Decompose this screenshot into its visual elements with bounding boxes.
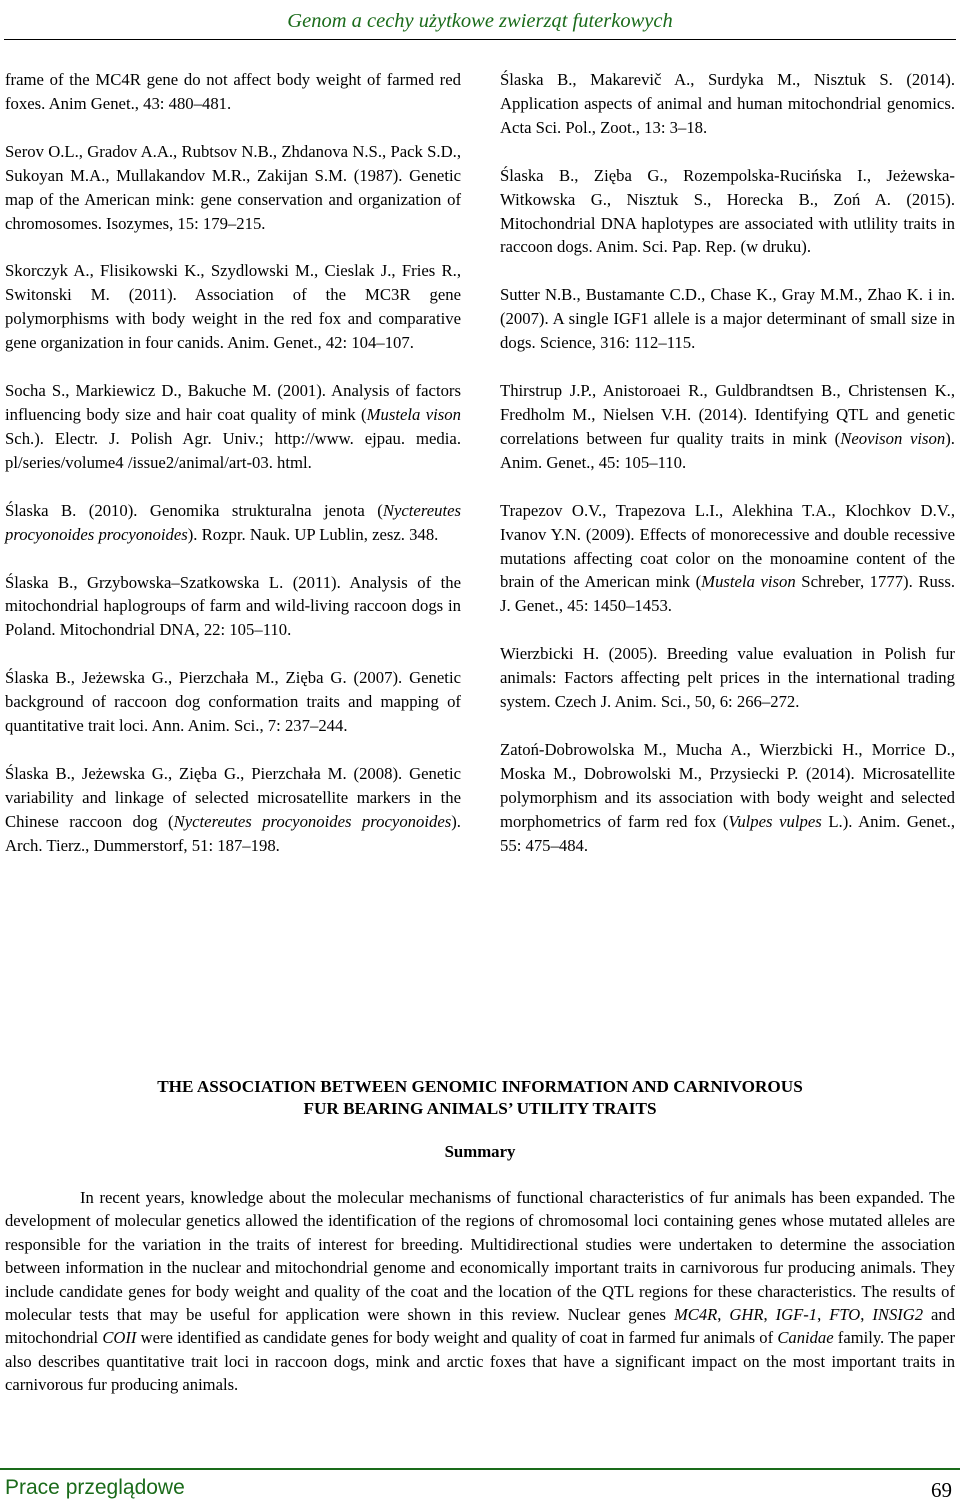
summary-title-line-1: THE ASSOCIATION BETWEEN GENOMIC INFORMATION AND CARNIVOROUS (157, 1077, 803, 1096)
italic-term: GHR (729, 1305, 764, 1325)
italic-term: IGF-1 (775, 1305, 818, 1325)
text-run: ). Rozpr. Nauk. UP Lublin, zesz. 348. (187, 524, 439, 544)
italic-term: Mustela vison (366, 404, 461, 424)
footer-section-label: Prace przeglądowe (5, 1476, 185, 1499)
italic-term: INSIG2 (872, 1305, 924, 1325)
running-header: Genom a cechy użytkowe zwierząt futerkowych (287, 10, 673, 32)
reference-entry (500, 164, 955, 260)
italic-term: Nyctereutes procyonoides procyonoides (173, 811, 452, 831)
references-right-column (500, 68, 955, 857)
text-run: Sutter N.B., Bustamante C.D., Chase K., Gray M.M., Zhao K. i in. (2007). A single IGF1 allele is a major determinant of small size in dogs. Science, 316: 112–115. (500, 285, 955, 353)
text-run: In recent years, knowledge about the molecular mechanisms of functional characteristics of fur animals has been expanded. The development of molecular genetics allowed the identification of the regions of chromosomal loci containing genes whose mutated alleles are responsible for the variation in the traits of interest for breeding. Multidirectional studies were undertaken to determine the association between information in the nuclear and mitochondrial genome and economically important traits in carnivorous fur producing animals. They include candidate genes for body weight and quality of the coat and the location of the QTL regions for these characteristics. The results of molecular tests that may be useful for application were shown in this review. Nuclear genes (5, 1188, 955, 1325)
text-run: were identified as candidate genes for body weight and quality of coat in farmed fur animals of (136, 1328, 778, 1348)
text-run: and mitochondrial (5, 1305, 955, 1348)
english-summary-title (0, 1076, 960, 1120)
italic-term: COII (102, 1328, 137, 1348)
text-run: Sch.). Electr. J. Polish Agr. Univ.; http://www. ejpau. media. pl/series/volume4 /issue2/animal/art-03. html. (5, 428, 461, 472)
text-run: Serov O.L., Gradov A.A., Rubtsov N.B., Zhdanova N.S., Pack S.D., Sukoyan M.A., Mullakandov M.R., Zakijan S.M. (1987). Genetic map of the American mink: gene conservation and organization of chromosomes. Isozymes, 15: 179–215. (5, 141, 461, 233)
text-run: L.). Anim. Genet., 55: 475–484. (500, 811, 956, 855)
reference-entry (500, 283, 955, 355)
reference-entry (5, 379, 461, 475)
text-run: Zatoń-Dobrowolska M., Mucha A., Wierzbicki H., Morrice D., Moska M., Dobrowolski M., Przysiecki P. (2014). Microsatellite polymorphism and its association with body weight and selected morphometrics of farm red fox ( (500, 739, 955, 831)
reference-entry (500, 642, 955, 714)
summary-title-line-2: FUR BEARING ANIMALS’ UTILITY TRAITS (303, 1099, 657, 1118)
summary-heading: Summary (444, 1142, 516, 1161)
text-run: Thirstrup J.P., Anistoroaei R., Guldbrandtsen B., Christensen K., Fredholm M., Nielsen V.H. (2014). Identifying QTL and genetic correlations between fur quality traits in mink ( (500, 381, 955, 448)
footer-divider (0, 1468, 960, 1470)
text-run: family. The paper also describes quantitative trait loci in raccoon dogs, mink and arctic foxes that have a significant impact on the most important traits in carnivorous fur producing animals. (5, 1328, 955, 1395)
text-run: frame of the MC4R gene do not affect body weight of farmed red foxes. Anim Genet., 43: 480–481. (5, 70, 461, 113)
text-run: Ślaska B. (2010). Genomika strukturalna jenota ( (5, 500, 383, 520)
reference-entry (500, 68, 955, 140)
reference-entry (5, 762, 461, 858)
italic-term: Neovison vison (840, 428, 946, 448)
text-run: Wierzbicki H. (2005). Breeding value evaluation in Polish fur animals: Factors affecting pelt prices in the international trading system. Czech J. Anim. Sci., 50, 6: 266–272. (500, 644, 955, 712)
italic-term: FTO (829, 1305, 861, 1325)
reference-entry (5, 571, 461, 643)
summary-body (5, 1186, 955, 1397)
text-run: ). Anim. Genet., 45: 105–110. (500, 428, 955, 472)
text-run: , (717, 1305, 730, 1325)
text-run: Schreber, 1777). Russ. J. Genet., 45: 1450–1453. (500, 572, 955, 616)
text-run: Socha S., Markiewicz D., Bakuche M. (2001). Analysis of factors influencing body size and hair coat quality of mink ( (5, 381, 461, 424)
text-run: , (860, 1305, 873, 1325)
italic-term: Nyctereutes procyonoides procyonoides (5, 500, 461, 544)
text-run: Ślaska B., Jeżewska G., Zięba G., Pierzchała M. (2008). Genetic variability and linkage of selected microsatellite markers in the Chinese raccoon dog ( (5, 763, 461, 831)
reference-entry (500, 738, 955, 858)
text-run: Ślaska B., Jeżewska G., Pierzchała M., Zięba G. (2007). Genetic background of raccoon dog conformation traits and mapping of quantitative trait loci. Ann. Anim. Sci., 7: 237–244. (5, 668, 461, 736)
reference-entry (500, 379, 955, 475)
page-number: 69 (931, 1478, 952, 1502)
italic-term: MC4R (673, 1305, 718, 1325)
text-run: Ślaska B., Zięba G., Rozempolska-Rucińska I., Jeżewska-Witkowska G., Nisztuk S., Horecka B., Zoń A. (2015). Mitochondrial DNA haplotypes are associated with utlility traits in raccoon dogs. Anim. Sci. Pap. Rep. (w druku). (500, 165, 955, 257)
italic-term: Mustela vison (701, 572, 796, 592)
reference-entry (5, 259, 461, 355)
reference-entry (5, 68, 461, 116)
text-run: ). Arch. Tierz., Dummerstorf, 51: 187–198. (5, 811, 461, 855)
reference-entry (5, 499, 461, 547)
italic-term: Canidae (777, 1328, 834, 1348)
references-left-column (5, 68, 461, 858)
reference-entry (5, 666, 461, 738)
header-divider (4, 39, 956, 40)
text-run: Trapezov O.V., Trapezova L.I., Alekhina T.A., Klochkov D.V., Ivanov Y.N. (2009). Effects of monorecessive and double recessive mutations affecting coat color on the monoamine content of the brain of the American mink ( (500, 500, 955, 592)
reference-entry (5, 140, 461, 236)
italic-term: Vulpes vulpes (728, 811, 822, 831)
reference-entry (500, 499, 955, 619)
text-run: , (763, 1305, 776, 1325)
text-run: Ślaska B., Grzybowska–Szatkowska L. (2011). Analysis of the mitochondrial haplogroups of farm and wild-living raccoon dogs in Poland. Mitochondrial DNA, 22: 105–110. (5, 572, 461, 640)
text-run: Skorczyk A., Flisikowski K., Szydlowski M., Cieslak J., Fries R., Switonski M. (2011). Association of the MC3R gene polymorphisms with body weight in the red fox and comparative gene organization in four canids. Anim. Genet., 42: 104–107. (5, 261, 461, 353)
text-run: Ślaska B., Makarevič A., Surdyka M., Nisztuk S. (2014). Application aspects of animal and human mitochondrial genomics. Acta Sci. Pol., Zoot., 13: 3–18. (500, 70, 955, 137)
text-run: , (817, 1305, 830, 1325)
